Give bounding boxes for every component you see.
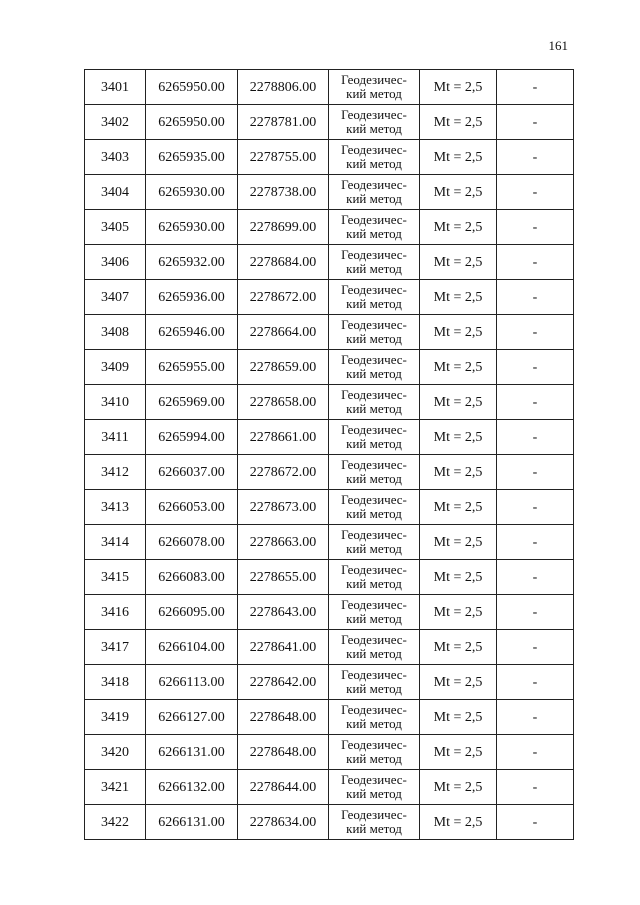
method-line-1: Геодезичес- [341,737,407,752]
method-cell [329,595,420,630]
method-line-1: Геодезичес- [341,807,407,822]
method-cell [329,455,420,490]
method-line-1: Геодезичес- [341,457,407,472]
accuracy-cell: Mt = 2,5 [420,805,497,840]
x-coordinate-cell: 6265994.00 [146,420,238,455]
point-number-cell: 3420 [85,735,146,770]
table-row [85,700,574,735]
accuracy-cell: Mt = 2,5 [420,315,497,350]
x-coordinate-cell: 6265969.00 [146,385,238,420]
note-cell: - [497,70,574,105]
x-coordinate-cell: 6265930.00 [146,210,238,245]
y-coordinate-cell: 2278655.00 [238,560,329,595]
y-coordinate-cell: 2278658.00 [238,385,329,420]
accuracy-cell: Mt = 2,5 [420,280,497,315]
method-cell [329,630,420,665]
method-line-2: кий метод [346,121,402,136]
accuracy-cell: Mt = 2,5 [420,105,497,140]
y-coordinate-cell: 2278641.00 [238,630,329,665]
method-cell [329,175,420,210]
accuracy-cell: Mt = 2,5 [420,350,497,385]
method-cell [329,210,420,245]
x-coordinate-cell: 6266095.00 [146,595,238,630]
x-coordinate-cell: 6265930.00 [146,175,238,210]
table-row [85,560,574,595]
method-cell [329,350,420,385]
table-row [85,595,574,630]
accuracy-cell: Mt = 2,5 [420,175,497,210]
note-cell: - [497,350,574,385]
point-number-cell: 3408 [85,315,146,350]
method-line-1: Геодезичес- [341,247,407,262]
point-number-cell: 3411 [85,420,146,455]
note-cell: - [497,700,574,735]
note-cell: - [497,385,574,420]
table-row [85,350,574,385]
point-number-cell: 3414 [85,525,146,560]
method-cell [329,280,420,315]
method-line-2: кий метод [346,751,402,766]
method-line-1: Геодезичес- [341,177,407,192]
accuracy-cell: Mt = 2,5 [420,560,497,595]
point-number-cell: 3409 [85,350,146,385]
method-cell [329,105,420,140]
method-line-1: Геодезичес- [341,772,407,787]
method-cell [329,735,420,770]
accuracy-cell: Mt = 2,5 [420,490,497,525]
note-cell: - [497,105,574,140]
x-coordinate-cell: 6266131.00 [146,735,238,770]
method-line-2: кий метод [346,471,402,486]
y-coordinate-cell: 2278699.00 [238,210,329,245]
x-coordinate-cell: 6266053.00 [146,490,238,525]
note-cell: - [497,525,574,560]
method-line-1: Геодезичес- [341,352,407,367]
y-coordinate-cell: 2278806.00 [238,70,329,105]
y-coordinate-cell: 2278664.00 [238,315,329,350]
x-coordinate-cell: 6265936.00 [146,280,238,315]
table-row [85,280,574,315]
method-line-1: Геодезичес- [341,702,407,717]
method-line-2: кий метод [346,506,402,521]
note-cell: - [497,140,574,175]
coordinates-table [84,69,574,840]
table-row [85,630,574,665]
note-cell: - [497,560,574,595]
y-coordinate-cell: 2278659.00 [238,350,329,385]
table-row [85,315,574,350]
note-cell: - [497,770,574,805]
method-line-1: Геодезичес- [341,107,407,122]
table-row [85,105,574,140]
method-line-2: кий метод [346,296,402,311]
method-line-2: кий метод [346,226,402,241]
table-row [85,735,574,770]
x-coordinate-cell: 6265935.00 [146,140,238,175]
method-line-2: кий метод [346,401,402,416]
method-line-2: кий метод [346,576,402,591]
point-number-cell: 3405 [85,210,146,245]
x-coordinate-cell: 6265955.00 [146,350,238,385]
accuracy-cell: Mt = 2,5 [420,770,497,805]
table-row [85,525,574,560]
y-coordinate-cell: 2278634.00 [238,805,329,840]
method-line-1: Геодезичес- [341,72,407,87]
table-row [85,210,574,245]
x-coordinate-cell: 6265932.00 [146,245,238,280]
x-coordinate-cell: 6266037.00 [146,455,238,490]
note-cell: - [497,665,574,700]
method-line-1: Геодезичес- [341,317,407,332]
point-number-cell: 3403 [85,140,146,175]
method-line-2: кий метод [346,436,402,451]
y-coordinate-cell: 2278673.00 [238,490,329,525]
note-cell: - [497,630,574,665]
x-coordinate-cell: 6266104.00 [146,630,238,665]
y-coordinate-cell: 2278661.00 [238,420,329,455]
point-number-cell: 3413 [85,490,146,525]
accuracy-cell: Mt = 2,5 [420,140,497,175]
method-line-1: Геодезичес- [341,142,407,157]
method-cell [329,665,420,700]
note-cell: - [497,420,574,455]
x-coordinate-cell: 6266132.00 [146,770,238,805]
y-coordinate-cell: 2278648.00 [238,700,329,735]
accuracy-cell: Mt = 2,5 [420,735,497,770]
x-coordinate-cell: 6266127.00 [146,700,238,735]
method-cell [329,805,420,840]
method-line-2: кий метод [346,611,402,626]
table-row [85,805,574,840]
method-line-1: Геодезичес- [341,492,407,507]
method-cell [329,770,420,805]
method-line-2: кий метод [346,716,402,731]
x-coordinate-cell: 6265950.00 [146,105,238,140]
method-line-2: кий метод [346,156,402,171]
y-coordinate-cell: 2278755.00 [238,140,329,175]
method-cell [329,490,420,525]
method-line-2: кий метод [346,261,402,276]
point-number-cell: 3419 [85,700,146,735]
method-line-2: кий метод [346,786,402,801]
point-number-cell: 3417 [85,630,146,665]
accuracy-cell: Mt = 2,5 [420,700,497,735]
method-line-1: Геодезичес- [341,387,407,402]
method-cell [329,140,420,175]
method-line-2: кий метод [346,191,402,206]
method-line-2: кий метод [346,821,402,836]
page-number: 161 [548,38,568,53]
note-cell: - [497,315,574,350]
x-coordinate-cell: 6265950.00 [146,70,238,105]
note-cell: - [497,245,574,280]
accuracy-cell: Mt = 2,5 [420,665,497,700]
x-coordinate-cell: 6266083.00 [146,560,238,595]
accuracy-cell: Mt = 2,5 [420,70,497,105]
method-line-1: Геодезичес- [341,562,407,577]
point-number-cell: 3422 [85,805,146,840]
table-row [85,140,574,175]
point-number-cell: 3404 [85,175,146,210]
table-row [85,665,574,700]
method-line-1: Геодезичес- [341,527,407,542]
x-coordinate-cell: 6266078.00 [146,525,238,560]
method-cell [329,700,420,735]
y-coordinate-cell: 2278644.00 [238,770,329,805]
x-coordinate-cell: 6266131.00 [146,805,238,840]
point-number-cell: 3406 [85,245,146,280]
note-cell: - [497,175,574,210]
note-cell: - [497,490,574,525]
y-coordinate-cell: 2278738.00 [238,175,329,210]
method-cell [329,315,420,350]
y-coordinate-cell: 2278643.00 [238,595,329,630]
x-coordinate-cell: 6266113.00 [146,665,238,700]
method-line-1: Геодезичес- [341,632,407,647]
accuracy-cell: Mt = 2,5 [420,420,497,455]
accuracy-cell: Mt = 2,5 [420,210,497,245]
method-cell [329,70,420,105]
y-coordinate-cell: 2278672.00 [238,455,329,490]
method-line-2: кий метод [346,681,402,696]
method-cell [329,420,420,455]
y-coordinate-cell: 2278684.00 [238,245,329,280]
method-line-1: Геодезичес- [341,212,407,227]
accuracy-cell: Mt = 2,5 [420,595,497,630]
note-cell: - [497,595,574,630]
table-row [85,70,574,105]
y-coordinate-cell: 2278663.00 [238,525,329,560]
table-row [85,490,574,525]
note-cell: - [497,280,574,315]
point-number-cell: 3418 [85,665,146,700]
method-line-2: кий метод [346,331,402,346]
y-coordinate-cell: 2278781.00 [238,105,329,140]
note-cell: - [497,455,574,490]
point-number-cell: 3401 [85,70,146,105]
table-row [85,770,574,805]
point-number-cell: 3421 [85,770,146,805]
method-line-2: кий метод [346,86,402,101]
accuracy-cell: Mt = 2,5 [420,455,497,490]
method-line-2: кий метод [346,366,402,381]
point-number-cell: 3412 [85,455,146,490]
note-cell: - [497,805,574,840]
method-line-1: Геодезичес- [341,597,407,612]
accuracy-cell: Mt = 2,5 [420,630,497,665]
method-cell [329,560,420,595]
point-number-cell: 3415 [85,560,146,595]
method-line-1: Геодезичес- [341,667,407,682]
point-number-cell: 3402 [85,105,146,140]
table-row [85,420,574,455]
accuracy-cell: Mt = 2,5 [420,245,497,280]
coordinates-table-body [85,70,574,840]
accuracy-cell: Mt = 2,5 [420,385,497,420]
y-coordinate-cell: 2278672.00 [238,280,329,315]
method-line-2: кий метод [346,541,402,556]
method-cell [329,385,420,420]
table-row [85,175,574,210]
y-coordinate-cell: 2278648.00 [238,735,329,770]
point-number-cell: 3416 [85,595,146,630]
table-row [85,385,574,420]
method-line-1: Геодезичес- [341,422,407,437]
note-cell: - [497,210,574,245]
table-row [85,245,574,280]
method-line-2: кий метод [346,646,402,661]
note-cell: - [497,735,574,770]
method-cell [329,245,420,280]
accuracy-cell: Mt = 2,5 [420,525,497,560]
x-coordinate-cell: 6265946.00 [146,315,238,350]
point-number-cell: 3407 [85,280,146,315]
point-number-cell: 3410 [85,385,146,420]
method-line-1: Геодезичес- [341,282,407,297]
method-cell [329,525,420,560]
table-row [85,455,574,490]
y-coordinate-cell: 2278642.00 [238,665,329,700]
